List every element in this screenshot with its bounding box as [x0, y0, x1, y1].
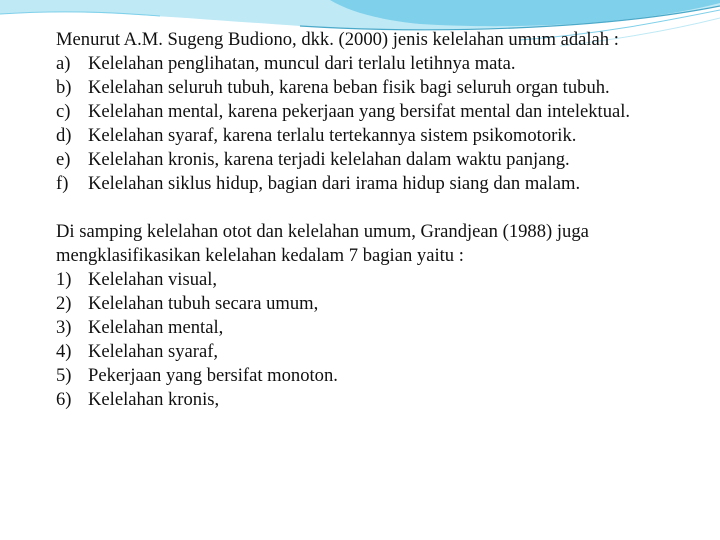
list-item [56, 340, 696, 364]
list-item [56, 76, 696, 100]
list-text: Kelelahan syaraf, karena terlalu tertekannya sistem psikomotorik. [88, 125, 577, 146]
list-text: Kelelahan visual, [88, 269, 218, 290]
list-item [56, 292, 696, 316]
list-marker: 6) [56, 389, 72, 410]
list-marker: 3) [56, 317, 72, 338]
list-text: Kelelahan syaraf, [88, 341, 219, 362]
list-marker: 4) [56, 341, 72, 362]
list-item [56, 316, 696, 340]
list-marker: c) [56, 101, 71, 122]
list-text: Kelelahan kronis, karena terjadi kelelahan dalam waktu panjang. [88, 149, 570, 170]
list-text: Kelelahan mental, karena pekerjaan yang bersifat mental dan intelektual. [88, 101, 631, 122]
list-item [56, 124, 696, 148]
list-item [56, 364, 696, 388]
list-marker: 5) [56, 365, 72, 386]
list-item [56, 52, 696, 76]
list-item [56, 172, 696, 196]
list-marker: f) [56, 173, 69, 194]
grandjean-list [56, 268, 696, 412]
list-marker: b) [56, 77, 72, 98]
body-text [56, 28, 696, 412]
intro-paragraph: Menurut A.M. Sugeng Budiono, dkk. (2000) jenis kelelahan umum adalah : [56, 29, 619, 50]
list-marker: e) [56, 149, 71, 170]
list-item [56, 268, 696, 292]
list-text: Kelelahan seluruh tubuh, karena beban fisik bagi seluruh organ tubuh. [88, 77, 610, 98]
list-text: Kelelahan tubuh secara umum, [88, 293, 319, 314]
list-marker: a) [56, 53, 71, 74]
list-marker: d) [56, 125, 72, 146]
list-text: Kelelahan mental, [88, 317, 224, 338]
list-item [56, 388, 696, 412]
list-text: Kelelahan kronis, [88, 389, 220, 410]
list-marker: 2) [56, 293, 72, 314]
list-text: Pekerjaan yang bersifat monoton. [88, 365, 338, 386]
list-text: Kelelahan penglihatan, muncul dari terlalu letihnya mata. [88, 53, 516, 74]
grandjean-paragraph: Di samping kelelahan otot dan kelelahan umum, Grandjean (1988) juga mengklasifikasikan kelelahan kedalam 7 bagian yaitu : [56, 221, 589, 266]
fatigue-types-list [56, 52, 696, 196]
paragraph-spacer [56, 196, 696, 220]
list-marker: 1) [56, 269, 72, 290]
list-text: Kelelahan siklus hidup, bagian dari irama hidup siang dan malam. [88, 173, 581, 194]
list-item [56, 148, 696, 172]
list-item [56, 100, 696, 124]
